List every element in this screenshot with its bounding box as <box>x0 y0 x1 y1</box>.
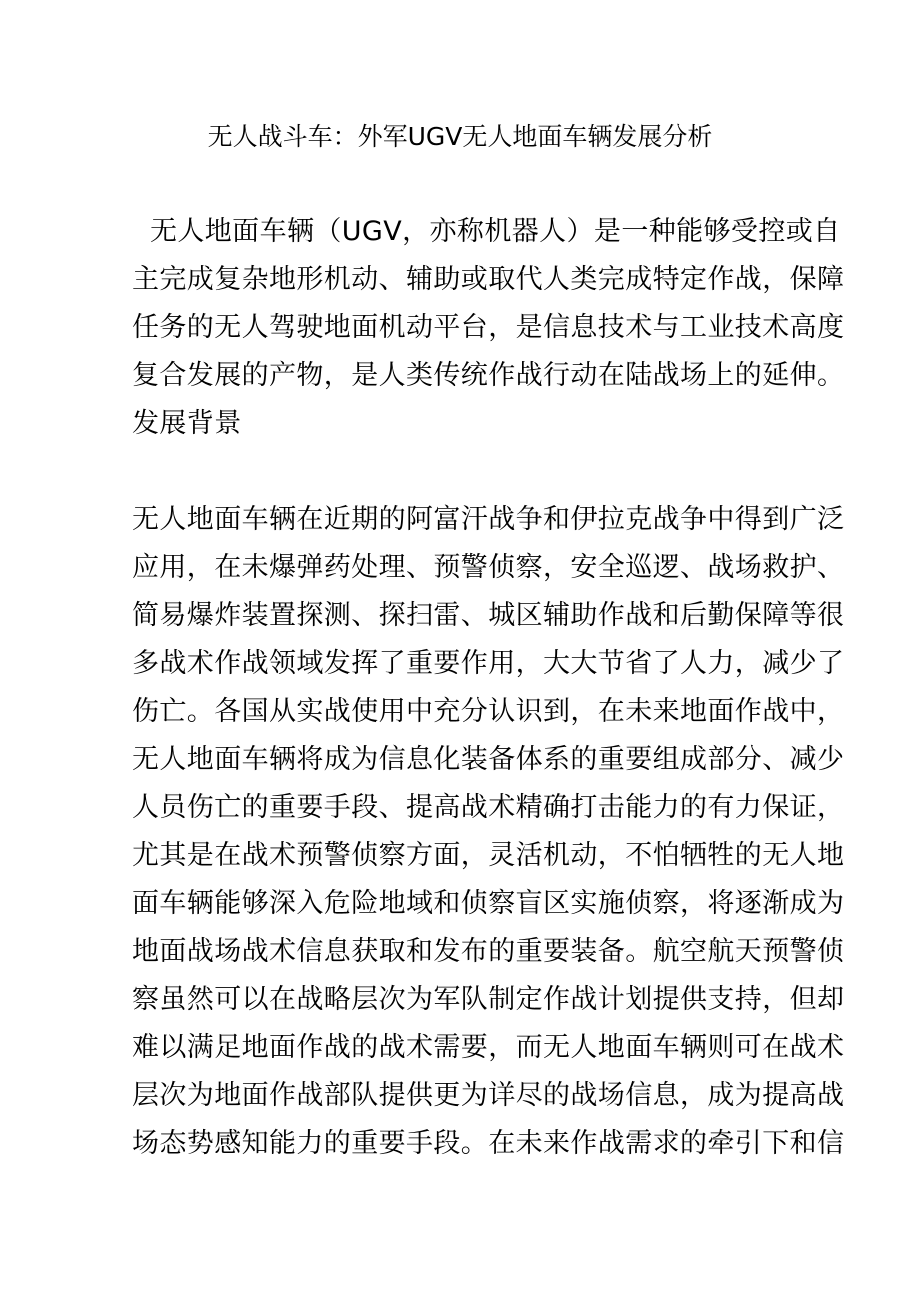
text-line: 难以满足地面作战的战术需要，而无人地面车辆则可在战术 <box>132 1032 845 1063</box>
section-heading: 发展背景 <box>132 408 242 439</box>
text-line: 尤其是在战术预警侦察方面，灵活机动，不怕牺牲的无人地 <box>132 840 845 871</box>
text-line: 简易爆炸装置探测、探扫雷、城区辅助作战和后勤保障等很 <box>132 600 845 631</box>
development-paragraph <box>132 496 845 1168</box>
text-line: 人员伤亡的重要手段、提高战术精确打击能力的有力保证， <box>132 792 845 823</box>
text-line: 面车辆能够深入危险地域和侦察盲区实施侦察，将逐渐成为 <box>132 888 845 919</box>
text-line: 无人地面车辆（UGV，亦称机器人）是一种能够受控或自 <box>132 216 841 247</box>
intro-paragraph <box>132 208 845 448</box>
document-title: 无人战斗车：外军UGV无人地面车辆发展分析 <box>207 122 713 151</box>
text-line: 无人地面车辆在近期的阿富汗战争和伊拉克战争中得到广泛 <box>132 504 845 535</box>
text-line: 多战术作战领域发挥了重要作用，大大节省了人力，减少了 <box>132 648 845 679</box>
text-line: 察虽然可以在战略层次为军队制定作战计划提供支持，但却 <box>132 984 845 1015</box>
text-line: 复合发展的产物，是人类传统作战行动在陆战场上的延伸。 <box>132 360 845 391</box>
text-line: 无人地面车辆将成为信息化装备体系的重要组成部分、减少 <box>132 744 845 775</box>
text-line: 任务的无人驾驶地面机动平台，是信息技术与工业技术高度 <box>132 312 845 343</box>
text-line: 场态势感知能力的重要手段。在未来作战需求的牵引下和信 <box>132 1128 845 1159</box>
text-line: 应用，在未爆弹药处理、预警侦察，安全巡逻、战场救护、 <box>132 552 845 583</box>
text-line: 主完成复杂地形机动、辅助或取代人类完成特定作战，保障 <box>132 264 845 295</box>
text-line: 层次为地面作战部队提供更为详尽的战场信息，成为提高战 <box>132 1080 845 1111</box>
text-line: 伤亡。各国从实战使用中充分认识到，在未来地面作战中， <box>132 696 845 727</box>
text-line: 地面战场战术信息获取和发布的重要装备。航空航天预警侦 <box>132 936 845 967</box>
